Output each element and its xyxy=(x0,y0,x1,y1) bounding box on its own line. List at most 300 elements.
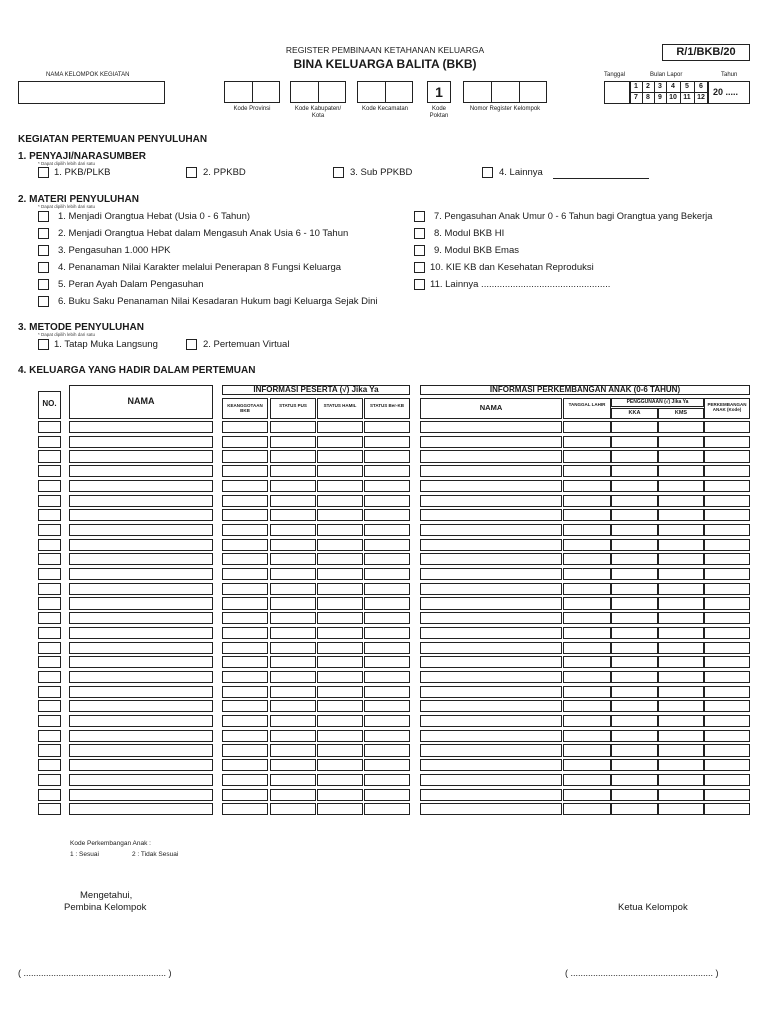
row-dob-cell[interactable] xyxy=(563,803,611,815)
row-no-cell[interactable] xyxy=(38,450,61,462)
material-1-checkbox[interactable] xyxy=(38,211,49,222)
row-kb-cell[interactable] xyxy=(364,700,410,712)
row-dev-cell[interactable] xyxy=(704,671,750,683)
material-4-checkbox[interactable] xyxy=(38,262,49,273)
row-pregnant-cell[interactable] xyxy=(317,789,363,801)
row-dev-cell[interactable] xyxy=(704,583,750,595)
row-kka-cell[interactable] xyxy=(611,656,658,668)
row-dob-cell[interactable] xyxy=(563,612,611,624)
row-pregnant-cell[interactable] xyxy=(317,450,363,462)
row-membership-cell[interactable] xyxy=(222,597,268,609)
row-pus-cell[interactable] xyxy=(270,789,316,801)
row-name-cell[interactable] xyxy=(69,715,213,727)
row-kka-cell[interactable] xyxy=(611,700,658,712)
presenter-other-checkbox[interactable] xyxy=(482,167,493,178)
row-dev-cell[interactable] xyxy=(704,744,750,756)
row-membership-cell[interactable] xyxy=(222,700,268,712)
row-pregnant-cell[interactable] xyxy=(317,509,363,521)
row-kka-cell[interactable] xyxy=(611,612,658,624)
row-pus-cell[interactable] xyxy=(270,700,316,712)
row-no-cell[interactable] xyxy=(38,539,61,551)
row-name-cell[interactable] xyxy=(69,612,213,624)
row-kka-cell[interactable] xyxy=(611,495,658,507)
row-pus-cell[interactable] xyxy=(270,715,316,727)
row-dob-cell[interactable] xyxy=(563,509,611,521)
row-membership-cell[interactable] xyxy=(222,568,268,580)
row-name-cell[interactable] xyxy=(69,642,213,654)
row-name-cell[interactable] xyxy=(69,524,213,536)
row-kka-cell[interactable] xyxy=(611,480,658,492)
row-no-cell[interactable] xyxy=(38,789,61,801)
row-child-name-cell[interactable] xyxy=(420,627,562,639)
row-kb-cell[interactable] xyxy=(364,789,410,801)
row-child-name-cell[interactable] xyxy=(420,612,562,624)
row-no-cell[interactable] xyxy=(38,700,61,712)
row-membership-cell[interactable] xyxy=(222,465,268,477)
poktan-code-field[interactable] xyxy=(427,81,451,103)
row-dev-cell[interactable] xyxy=(704,715,750,727)
row-dob-cell[interactable] xyxy=(563,700,611,712)
row-pregnant-cell[interactable] xyxy=(317,480,363,492)
row-dev-cell[interactable] xyxy=(704,700,750,712)
row-no-cell[interactable] xyxy=(38,436,61,448)
month-3[interactable]: 3 xyxy=(658,83,662,90)
month-8[interactable]: 8 xyxy=(646,94,650,101)
material-5-checkbox[interactable] xyxy=(38,279,49,290)
month-9[interactable]: 9 xyxy=(658,94,662,101)
material-2-checkbox[interactable] xyxy=(38,228,49,239)
row-membership-cell[interactable] xyxy=(222,744,268,756)
row-dev-cell[interactable] xyxy=(704,759,750,771)
row-child-name-cell[interactable] xyxy=(420,509,562,521)
row-kka-cell[interactable] xyxy=(611,465,658,477)
month-5[interactable]: 5 xyxy=(685,83,689,90)
method-virtual-checkbox[interactable] xyxy=(186,339,197,350)
row-pus-cell[interactable] xyxy=(270,480,316,492)
row-dev-cell[interactable] xyxy=(704,421,750,433)
row-dev-cell[interactable] xyxy=(704,774,750,786)
row-membership-cell[interactable] xyxy=(222,730,268,742)
row-kms-cell[interactable] xyxy=(658,436,704,448)
row-kms-cell[interactable] xyxy=(658,553,704,565)
left-signature-field[interactable]: ( ......................................................... ) xyxy=(18,968,172,978)
row-kka-cell[interactable] xyxy=(611,597,658,609)
group-name-field[interactable] xyxy=(18,81,165,104)
row-child-name-cell[interactable] xyxy=(420,450,562,462)
row-kka-cell[interactable] xyxy=(611,524,658,536)
row-kka-cell[interactable] xyxy=(611,715,658,727)
row-pregnant-cell[interactable] xyxy=(317,744,363,756)
row-membership-cell[interactable] xyxy=(222,774,268,786)
row-dob-cell[interactable] xyxy=(563,539,611,551)
row-kb-cell[interactable] xyxy=(364,450,410,462)
row-child-name-cell[interactable] xyxy=(420,524,562,536)
row-kb-cell[interactable] xyxy=(364,803,410,815)
row-no-cell[interactable] xyxy=(38,495,61,507)
row-dob-cell[interactable] xyxy=(563,568,611,580)
row-kms-cell[interactable] xyxy=(658,715,704,727)
row-dev-cell[interactable] xyxy=(704,686,750,698)
row-dob-cell[interactable] xyxy=(563,715,611,727)
row-no-cell[interactable] xyxy=(38,480,61,492)
row-no-cell[interactable] xyxy=(38,568,61,580)
row-kb-cell[interactable] xyxy=(364,480,410,492)
row-name-cell[interactable] xyxy=(69,436,213,448)
row-kms-cell[interactable] xyxy=(658,686,704,698)
row-membership-cell[interactable] xyxy=(222,759,268,771)
row-no-cell[interactable] xyxy=(38,642,61,654)
row-child-name-cell[interactable] xyxy=(420,421,562,433)
row-membership-cell[interactable] xyxy=(222,436,268,448)
row-kka-cell[interactable] xyxy=(611,436,658,448)
row-dev-cell[interactable] xyxy=(704,627,750,639)
presenter-ppkbd-checkbox[interactable] xyxy=(186,167,197,178)
row-pregnant-cell[interactable] xyxy=(317,524,363,536)
row-pus-cell[interactable] xyxy=(270,436,316,448)
row-pregnant-cell[interactable] xyxy=(317,671,363,683)
row-membership-cell[interactable] xyxy=(222,509,268,521)
row-child-name-cell[interactable] xyxy=(420,774,562,786)
material-11-checkbox[interactable] xyxy=(414,279,425,290)
row-child-name-cell[interactable] xyxy=(420,803,562,815)
month-2[interactable]: 2 xyxy=(646,83,650,90)
row-kka-cell[interactable] xyxy=(611,642,658,654)
row-child-name-cell[interactable] xyxy=(420,583,562,595)
row-no-cell[interactable] xyxy=(38,553,61,565)
row-kb-cell[interactable] xyxy=(364,612,410,624)
row-name-cell[interactable] xyxy=(69,744,213,756)
presenter-other-line[interactable] xyxy=(553,178,649,179)
row-dob-cell[interactable] xyxy=(563,495,611,507)
row-name-cell[interactable] xyxy=(69,686,213,698)
row-kb-cell[interactable] xyxy=(364,774,410,786)
row-dev-cell[interactable] xyxy=(704,803,750,815)
row-kka-cell[interactable] xyxy=(611,627,658,639)
row-dev-cell[interactable] xyxy=(704,450,750,462)
row-pus-cell[interactable] xyxy=(270,656,316,668)
row-pregnant-cell[interactable] xyxy=(317,759,363,771)
row-name-cell[interactable] xyxy=(69,568,213,580)
row-no-cell[interactable] xyxy=(38,774,61,786)
material-10-checkbox[interactable] xyxy=(414,262,425,273)
row-name-cell[interactable] xyxy=(69,539,213,551)
row-dev-cell[interactable] xyxy=(704,509,750,521)
row-child-name-cell[interactable] xyxy=(420,642,562,654)
row-dob-cell[interactable] xyxy=(563,436,611,448)
month-7[interactable]: 7 xyxy=(634,94,638,101)
row-membership-cell[interactable] xyxy=(222,480,268,492)
row-membership-cell[interactable] xyxy=(222,642,268,654)
row-pregnant-cell[interactable] xyxy=(317,642,363,654)
row-no-cell[interactable] xyxy=(38,597,61,609)
row-membership-cell[interactable] xyxy=(222,686,268,698)
row-child-name-cell[interactable] xyxy=(420,700,562,712)
row-name-cell[interactable] xyxy=(69,553,213,565)
row-membership-cell[interactable] xyxy=(222,671,268,683)
row-no-cell[interactable] xyxy=(38,671,61,683)
row-dob-cell[interactable] xyxy=(563,730,611,742)
presenter-pkb-checkbox[interactable] xyxy=(38,167,49,178)
row-dev-cell[interactable] xyxy=(704,656,750,668)
row-membership-cell[interactable] xyxy=(222,524,268,536)
row-dob-cell[interactable] xyxy=(563,642,611,654)
row-name-cell[interactable] xyxy=(69,583,213,595)
right-signature-field[interactable]: ( ......................................................... ) xyxy=(565,968,719,978)
row-dev-cell[interactable] xyxy=(704,436,750,448)
row-kms-cell[interactable] xyxy=(658,450,704,462)
row-dev-cell[interactable] xyxy=(704,642,750,654)
row-pus-cell[interactable] xyxy=(270,774,316,786)
row-kms-cell[interactable] xyxy=(658,656,704,668)
row-name-cell[interactable] xyxy=(69,509,213,521)
row-no-cell[interactable] xyxy=(38,759,61,771)
row-no-cell[interactable] xyxy=(38,803,61,815)
register-number-field[interactable] xyxy=(463,81,547,103)
row-name-cell[interactable] xyxy=(69,465,213,477)
row-dev-cell[interactable] xyxy=(704,480,750,492)
row-pregnant-cell[interactable] xyxy=(317,612,363,624)
row-kms-cell[interactable] xyxy=(658,539,704,551)
row-kms-cell[interactable] xyxy=(658,509,704,521)
row-membership-cell[interactable] xyxy=(222,450,268,462)
row-kka-cell[interactable] xyxy=(611,759,658,771)
row-membership-cell[interactable] xyxy=(222,803,268,815)
row-membership-cell[interactable] xyxy=(222,553,268,565)
row-name-cell[interactable] xyxy=(69,495,213,507)
row-dob-cell[interactable] xyxy=(563,774,611,786)
row-pus-cell[interactable] xyxy=(270,450,316,462)
row-pus-cell[interactable] xyxy=(270,671,316,683)
row-kka-cell[interactable] xyxy=(611,421,658,433)
month-4[interactable]: 4 xyxy=(671,83,675,90)
row-membership-cell[interactable] xyxy=(222,495,268,507)
row-child-name-cell[interactable] xyxy=(420,759,562,771)
row-pregnant-cell[interactable] xyxy=(317,568,363,580)
row-pus-cell[interactable] xyxy=(270,642,316,654)
method-face-to-face-checkbox[interactable] xyxy=(38,339,49,350)
row-kms-cell[interactable] xyxy=(658,568,704,580)
presenter-sub-ppkbd-checkbox[interactable] xyxy=(333,167,344,178)
row-pus-cell[interactable] xyxy=(270,759,316,771)
row-dev-cell[interactable] xyxy=(704,524,750,536)
material-9-checkbox[interactable] xyxy=(414,245,425,256)
row-name-cell[interactable] xyxy=(69,789,213,801)
row-name-cell[interactable] xyxy=(69,774,213,786)
row-child-name-cell[interactable] xyxy=(420,656,562,668)
row-kms-cell[interactable] xyxy=(658,495,704,507)
row-pregnant-cell[interactable] xyxy=(317,627,363,639)
row-kb-cell[interactable] xyxy=(364,465,410,477)
row-pus-cell[interactable] xyxy=(270,553,316,565)
row-pus-cell[interactable] xyxy=(270,583,316,595)
row-kka-cell[interactable] xyxy=(611,583,658,595)
row-kms-cell[interactable] xyxy=(658,774,704,786)
row-dob-cell[interactable] xyxy=(563,450,611,462)
row-kms-cell[interactable] xyxy=(658,583,704,595)
date-field[interactable] xyxy=(604,81,630,104)
row-kka-cell[interactable] xyxy=(611,744,658,756)
row-dev-cell[interactable] xyxy=(704,553,750,565)
row-dob-cell[interactable] xyxy=(563,583,611,595)
row-kms-cell[interactable] xyxy=(658,612,704,624)
row-child-name-cell[interactable] xyxy=(420,744,562,756)
row-name-cell[interactable] xyxy=(69,421,213,433)
row-child-name-cell[interactable] xyxy=(420,686,562,698)
row-pus-cell[interactable] xyxy=(270,421,316,433)
row-kka-cell[interactable] xyxy=(611,803,658,815)
row-child-name-cell[interactable] xyxy=(420,671,562,683)
row-child-name-cell[interactable] xyxy=(420,465,562,477)
row-kb-cell[interactable] xyxy=(364,539,410,551)
row-pregnant-cell[interactable] xyxy=(317,700,363,712)
row-child-name-cell[interactable] xyxy=(420,568,562,580)
row-dob-cell[interactable] xyxy=(563,671,611,683)
row-kms-cell[interactable] xyxy=(658,524,704,536)
row-pregnant-cell[interactable] xyxy=(317,583,363,595)
row-name-cell[interactable] xyxy=(69,480,213,492)
row-membership-cell[interactable] xyxy=(222,627,268,639)
row-pregnant-cell[interactable] xyxy=(317,730,363,742)
row-pus-cell[interactable] xyxy=(270,686,316,698)
row-pus-cell[interactable] xyxy=(270,744,316,756)
row-no-cell[interactable] xyxy=(38,730,61,742)
row-kms-cell[interactable] xyxy=(658,700,704,712)
row-kb-cell[interactable] xyxy=(364,568,410,580)
row-dob-cell[interactable] xyxy=(563,686,611,698)
row-kms-cell[interactable] xyxy=(658,597,704,609)
row-pregnant-cell[interactable] xyxy=(317,421,363,433)
row-dob-cell[interactable] xyxy=(563,627,611,639)
row-dob-cell[interactable] xyxy=(563,597,611,609)
row-dev-cell[interactable] xyxy=(704,612,750,624)
row-pregnant-cell[interactable] xyxy=(317,539,363,551)
row-kms-cell[interactable] xyxy=(658,421,704,433)
row-kms-cell[interactable] xyxy=(658,803,704,815)
row-kms-cell[interactable] xyxy=(658,480,704,492)
row-no-cell[interactable] xyxy=(38,612,61,624)
row-pus-cell[interactable] xyxy=(270,597,316,609)
material-8-checkbox[interactable] xyxy=(414,228,425,239)
row-pus-cell[interactable] xyxy=(270,568,316,580)
row-kms-cell[interactable] xyxy=(658,744,704,756)
row-pus-cell[interactable] xyxy=(270,627,316,639)
year-field[interactable] xyxy=(708,81,750,104)
month-1[interactable]: 1 xyxy=(634,83,638,90)
row-dob-cell[interactable] xyxy=(563,759,611,771)
row-child-name-cell[interactable] xyxy=(420,539,562,551)
row-dob-cell[interactable] xyxy=(563,656,611,668)
row-child-name-cell[interactable] xyxy=(420,730,562,742)
row-kms-cell[interactable] xyxy=(658,730,704,742)
row-dev-cell[interactable] xyxy=(704,495,750,507)
row-kb-cell[interactable] xyxy=(364,524,410,536)
row-child-name-cell[interactable] xyxy=(420,436,562,448)
row-kb-cell[interactable] xyxy=(364,583,410,595)
row-kka-cell[interactable] xyxy=(611,789,658,801)
row-dev-cell[interactable] xyxy=(704,789,750,801)
row-kms-cell[interactable] xyxy=(658,759,704,771)
row-kb-cell[interactable] xyxy=(364,436,410,448)
row-child-name-cell[interactable] xyxy=(420,715,562,727)
row-kb-cell[interactable] xyxy=(364,597,410,609)
row-kb-cell[interactable] xyxy=(364,730,410,742)
row-pregnant-cell[interactable] xyxy=(317,656,363,668)
row-no-cell[interactable] xyxy=(38,524,61,536)
row-name-cell[interactable] xyxy=(69,450,213,462)
material-3-checkbox[interactable] xyxy=(38,245,49,256)
row-membership-cell[interactable] xyxy=(222,421,268,433)
row-pregnant-cell[interactable] xyxy=(317,803,363,815)
month-6[interactable]: 6 xyxy=(699,83,703,90)
row-membership-cell[interactable] xyxy=(222,583,268,595)
row-no-cell[interactable] xyxy=(38,465,61,477)
row-kb-cell[interactable] xyxy=(364,656,410,668)
row-pregnant-cell[interactable] xyxy=(317,774,363,786)
row-dev-cell[interactable] xyxy=(704,568,750,580)
row-no-cell[interactable] xyxy=(38,656,61,668)
row-kms-cell[interactable] xyxy=(658,671,704,683)
row-kka-cell[interactable] xyxy=(611,671,658,683)
row-kka-cell[interactable] xyxy=(611,450,658,462)
row-kka-cell[interactable] xyxy=(611,539,658,551)
row-kb-cell[interactable] xyxy=(364,642,410,654)
row-dob-cell[interactable] xyxy=(563,480,611,492)
row-kka-cell[interactable] xyxy=(611,730,658,742)
row-no-cell[interactable] xyxy=(38,686,61,698)
row-dob-cell[interactable] xyxy=(563,524,611,536)
material-6-checkbox[interactable] xyxy=(38,296,49,307)
row-pregnant-cell[interactable] xyxy=(317,597,363,609)
row-no-cell[interactable] xyxy=(38,744,61,756)
row-pus-cell[interactable] xyxy=(270,465,316,477)
month-12[interactable]: 12 xyxy=(697,94,705,101)
row-pregnant-cell[interactable] xyxy=(317,436,363,448)
material-7-checkbox[interactable] xyxy=(414,211,425,222)
row-pregnant-cell[interactable] xyxy=(317,686,363,698)
row-kb-cell[interactable] xyxy=(364,627,410,639)
row-name-cell[interactable] xyxy=(69,759,213,771)
row-kka-cell[interactable] xyxy=(611,686,658,698)
row-child-name-cell[interactable] xyxy=(420,495,562,507)
row-kb-cell[interactable] xyxy=(364,744,410,756)
row-kb-cell[interactable] xyxy=(364,686,410,698)
row-dob-cell[interactable] xyxy=(563,744,611,756)
month-11[interactable]: 11 xyxy=(683,94,691,101)
row-dob-cell[interactable] xyxy=(563,465,611,477)
row-name-cell[interactable] xyxy=(69,803,213,815)
row-kb-cell[interactable] xyxy=(364,759,410,771)
row-kms-cell[interactable] xyxy=(658,642,704,654)
row-dev-cell[interactable] xyxy=(704,597,750,609)
row-kka-cell[interactable] xyxy=(611,774,658,786)
row-no-cell[interactable] xyxy=(38,509,61,521)
row-kms-cell[interactable] xyxy=(658,789,704,801)
row-name-cell[interactable] xyxy=(69,671,213,683)
row-kb-cell[interactable] xyxy=(364,671,410,683)
row-kb-cell[interactable] xyxy=(364,495,410,507)
row-no-cell[interactable] xyxy=(38,715,61,727)
row-child-name-cell[interactable] xyxy=(420,789,562,801)
row-pregnant-cell[interactable] xyxy=(317,715,363,727)
row-pus-cell[interactable] xyxy=(270,803,316,815)
row-pus-cell[interactable] xyxy=(270,509,316,521)
row-kms-cell[interactable] xyxy=(658,465,704,477)
row-dev-cell[interactable] xyxy=(704,730,750,742)
row-no-cell[interactable] xyxy=(38,583,61,595)
row-name-cell[interactable] xyxy=(69,700,213,712)
row-membership-cell[interactable] xyxy=(222,539,268,551)
row-name-cell[interactable] xyxy=(69,627,213,639)
